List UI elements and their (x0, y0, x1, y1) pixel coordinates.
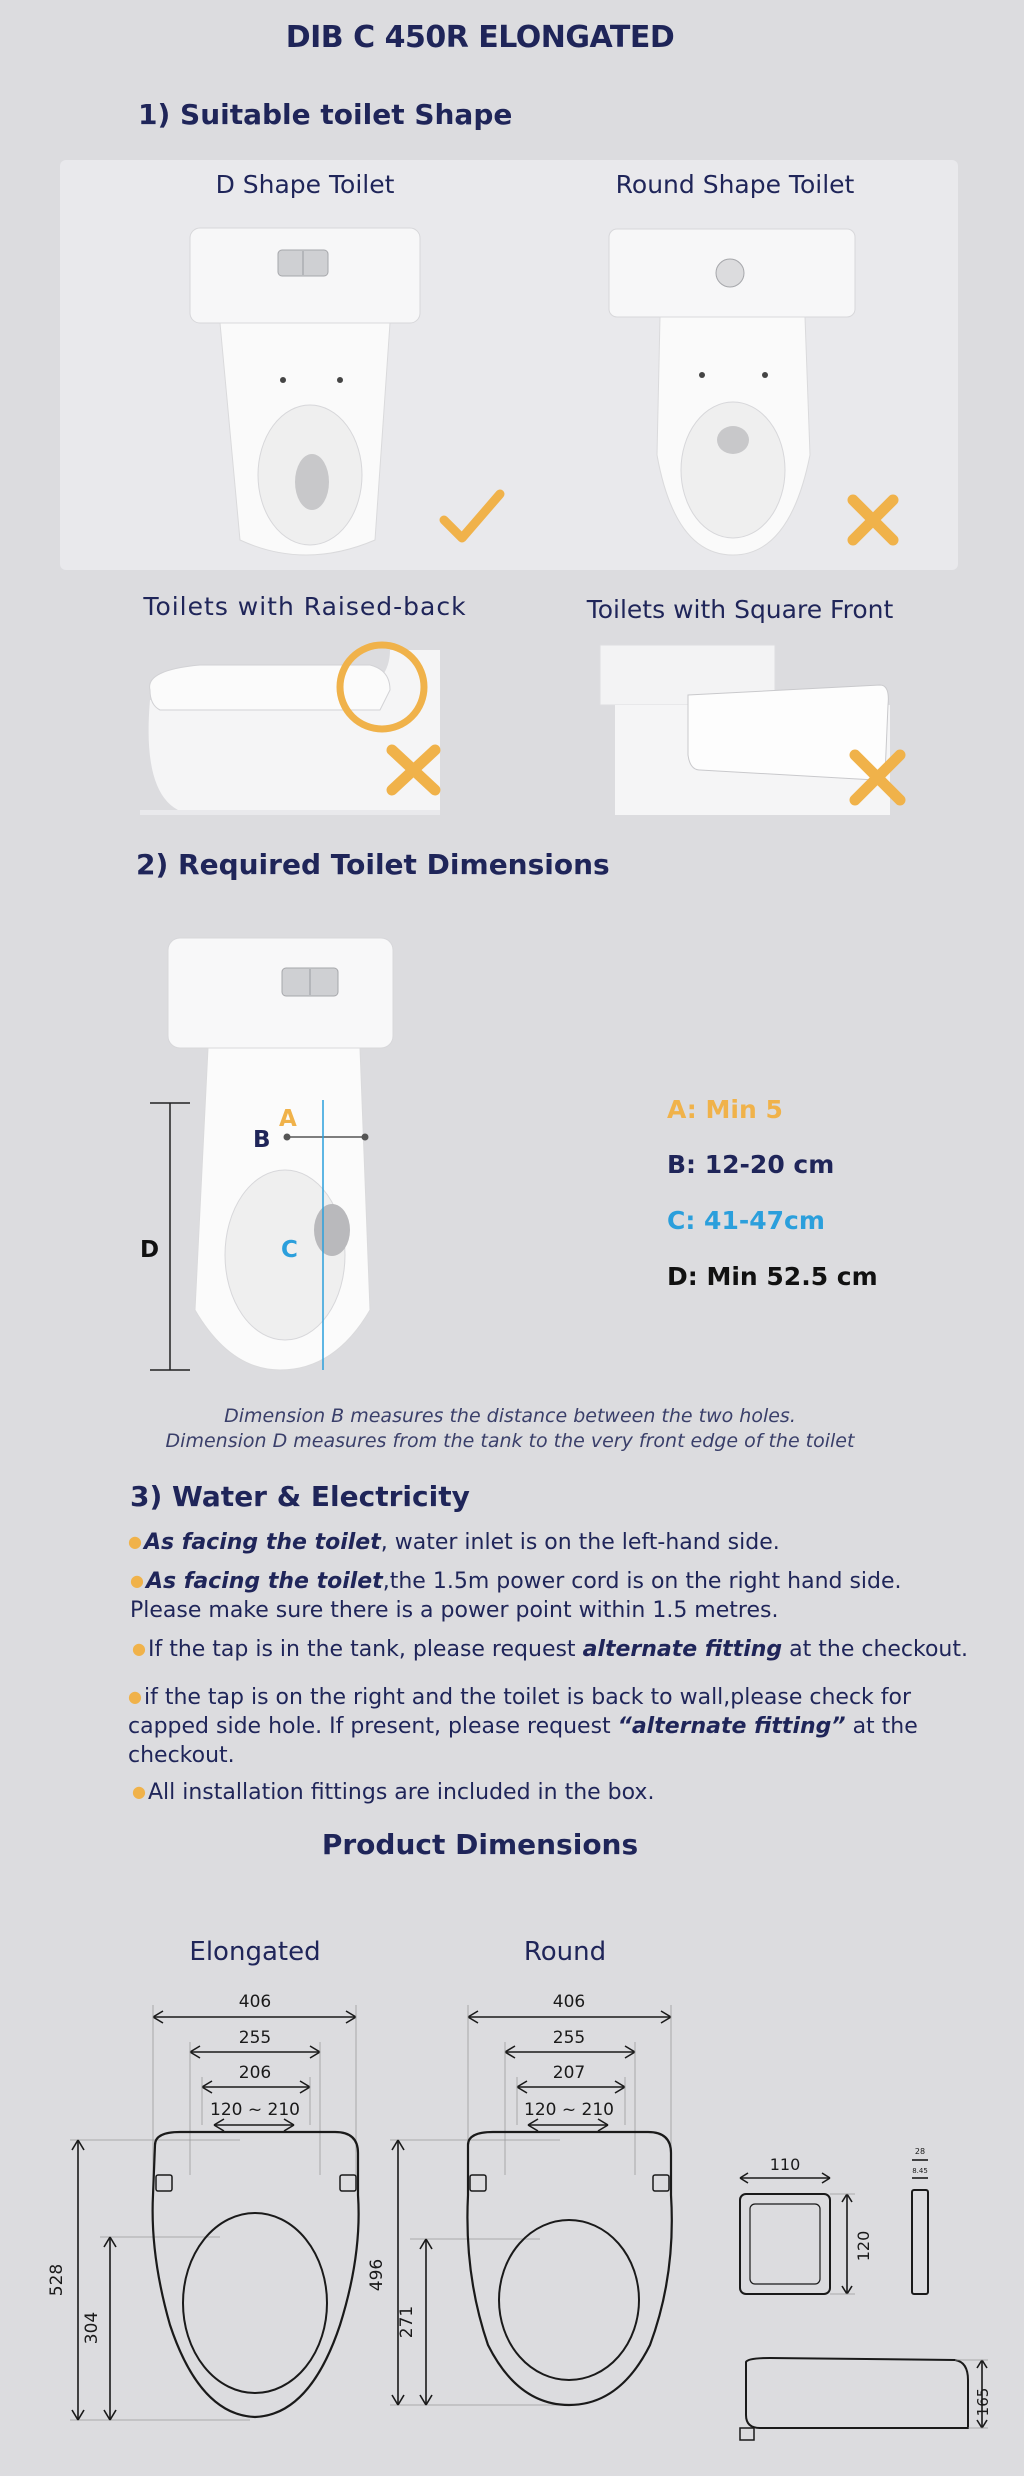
elongated-width-406: 406 (238, 1992, 272, 2012)
remote-side-845: 8.45 (912, 2167, 928, 2175)
section2-heading: 2) Required Toilet Dimensions (136, 848, 610, 881)
elongated-width-255: 255 (238, 2028, 272, 2048)
toilet-dimensions-diagram (130, 930, 490, 1380)
round-seat-drawing (360, 1985, 680, 2430)
d-shape-label: D Shape Toilet (215, 170, 395, 199)
round-width-207: 207 (552, 2063, 586, 2083)
side-height-165: 165 (974, 2387, 992, 2417)
round-shape-toilet-image (605, 225, 875, 560)
bullet-fittings-included: ●All installation fittings are included in the box. (132, 1780, 655, 1805)
square-front-label: Toilets with Square Front (586, 595, 894, 624)
elongated-width-206: 206 (238, 2063, 272, 2083)
page-title: DIB C 450R ELONGATED (285, 20, 675, 55)
elongated-label: Elongated (189, 1937, 321, 1967)
spec-c: C: 41-47cm (667, 1206, 825, 1235)
square-front-toilet-image (600, 645, 910, 815)
elongated-seat-drawing (40, 1985, 380, 2430)
spec-b: B: 12-20 cm (667, 1150, 835, 1179)
marker-b: B (253, 1127, 271, 1153)
elongated-height-528: 528 (47, 2263, 67, 2297)
dimension-note-1: Dimension B measures the distance between the two holes. (224, 1405, 796, 1427)
round-height-271: 271 (397, 2305, 417, 2339)
round-width-406: 406 (552, 1992, 586, 2012)
check-icon (440, 490, 504, 546)
round-width-range: 120 ~ 210 (524, 2100, 614, 2120)
bullet-power-cord: ●As facing the toilet,the 1.5m power cord is on the right hand side. Please make sure there is a power point within 1.5 metres. (130, 1569, 902, 1623)
round-width-255: 255 (552, 2028, 586, 2048)
spec-d: D: Min 52.5 cm (667, 1262, 878, 1291)
round-label: Round (523, 1937, 607, 1967)
bullet-tap-on-right: ●if the tap is on the right and the toilet is back to wall,please check for capped side hole. If present, please request “alternate fitting” at the checkout. (128, 1685, 918, 1768)
dimension-note-2: Dimension D measures from the tank to the very front edge of the toilet (165, 1430, 855, 1452)
spec-a: A: Min 5 (667, 1095, 783, 1124)
raised-back-toilet-image (140, 640, 440, 815)
raised-back-label: Toilets with Raised-back (143, 592, 467, 621)
section3-heading: 3) Water & Electricity (130, 1480, 470, 1513)
elongated-height-304: 304 (82, 2311, 102, 2345)
product-dimensions-heading: Product Dimensions (321, 1828, 639, 1861)
round-height-496: 496 (367, 2258, 387, 2292)
remote-height-120: 120 (854, 2230, 873, 2262)
bullet-tap-in-tank: ●If the tap is in the tank, please request alternate fitting at the checkout. (132, 1637, 968, 1662)
section1-heading: 1) Suitable toilet Shape (138, 98, 513, 131)
remote-side-28: 28 (914, 2147, 926, 2156)
marker-a: A (279, 1106, 297, 1132)
cross-icon-round (845, 492, 901, 548)
marker-d: D (140, 1237, 160, 1263)
marker-c: C (281, 1237, 298, 1263)
remote-width-110: 110 (769, 2155, 801, 2174)
round-shape-label: Round Shape Toilet (615, 170, 855, 199)
elongated-width-range: 120 ~ 210 (210, 2100, 300, 2120)
remote-and-side-drawing (730, 2130, 990, 2460)
bullet-water-inlet: ●As facing the toilet, water inlet is on the left-hand side. (128, 1530, 780, 1555)
